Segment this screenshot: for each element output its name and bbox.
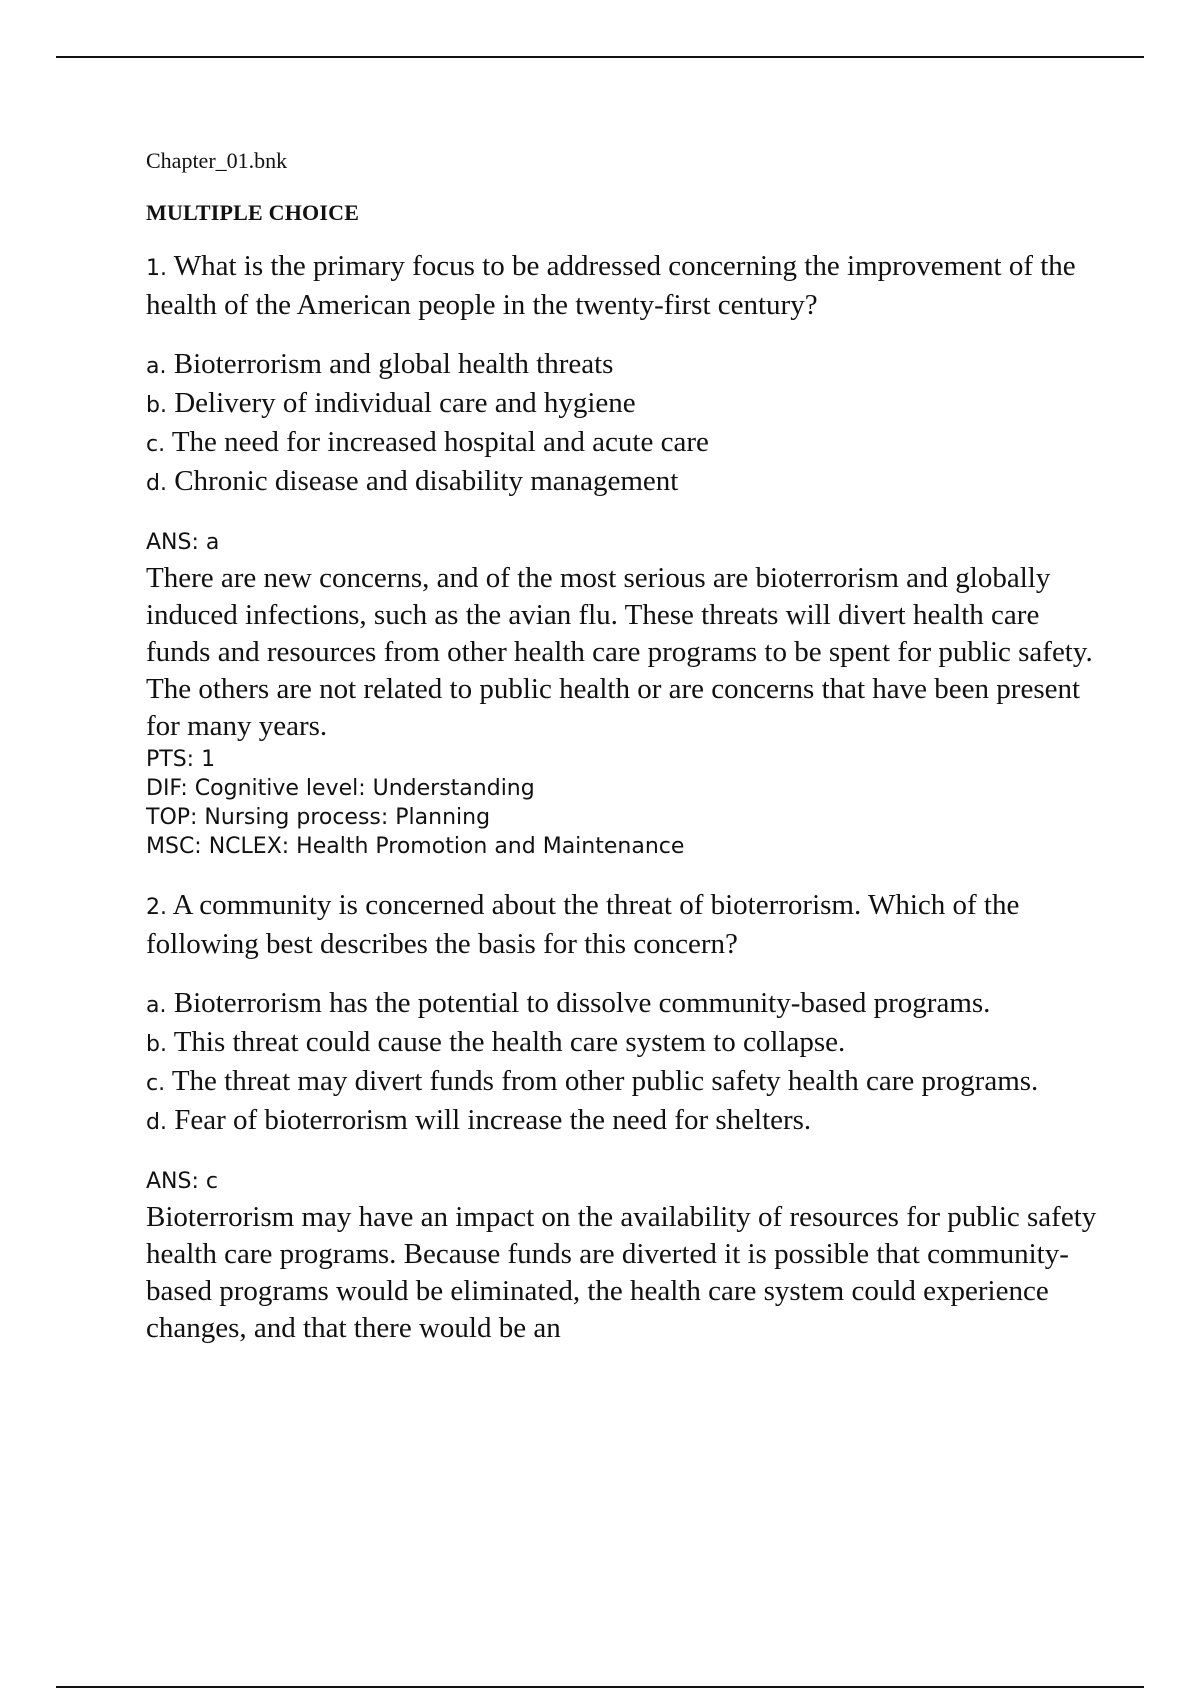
option-a bbox=[146, 346, 1106, 385]
option-text: The threat may divert funds from other public safety health care programs. bbox=[171, 1065, 1039, 1097]
option-c bbox=[146, 1063, 1106, 1102]
option-letter: b. bbox=[146, 1032, 167, 1057]
option-text: Bioterrorism has the potential to dissolve community-based programs. bbox=[173, 987, 991, 1019]
option-text: The need for increased hospital and acute care bbox=[171, 426, 709, 458]
answer-rationale: Bioterrorism may have an impact on the availability of resources for public safety health care programs. Because funds are diverted it is possible that community-based programs would be eliminated, the health care system could experience changes, and that there would be an bbox=[146, 1201, 1097, 1344]
question-1 bbox=[146, 248, 1106, 861]
section-title: MULTIPLE CHOICE bbox=[146, 200, 360, 225]
points: PTS: 1 bbox=[146, 747, 216, 772]
answer-key: ANS: c bbox=[146, 1169, 218, 1194]
option-a bbox=[146, 985, 1106, 1024]
difficulty: DIF: Cognitive level: Understanding bbox=[146, 776, 535, 801]
question-number: 2. bbox=[146, 895, 167, 920]
option-b bbox=[146, 1024, 1106, 1063]
option-letter: a. bbox=[146, 354, 167, 379]
question-2 bbox=[146, 887, 1106, 1347]
topic: TOP: Nursing process: Planning bbox=[146, 805, 491, 830]
option-letter: c. bbox=[146, 1071, 166, 1096]
option-text: Chronic disease and disability management bbox=[174, 465, 679, 497]
option-d bbox=[146, 1102, 1106, 1141]
question-text: What is the primary focus to be addressed concerning the improvement of the health of the American people in the twenty-first century? bbox=[146, 250, 1076, 321]
option-b bbox=[146, 385, 1106, 424]
top-rule bbox=[56, 56, 1144, 58]
option-text: Bioterrorism and global health threats bbox=[173, 348, 614, 380]
option-d bbox=[146, 463, 1106, 502]
option-text: Fear of bioterrorism will increase the need for shelters. bbox=[174, 1104, 812, 1136]
option-letter: a. bbox=[146, 993, 167, 1018]
bottom-rule bbox=[56, 1686, 1144, 1688]
question-stem bbox=[146, 887, 1106, 963]
answer-rationale: There are new concerns, and of the most serious are bioterrorism and globally induced infections, such as the avian flu. These threats will divert health care funds and resources from other health care programs to be spent for public safety. The others are not related to public health or are concerns that have been present for many years. bbox=[146, 562, 1093, 742]
option-letter: c. bbox=[146, 432, 166, 457]
document-body bbox=[146, 146, 1106, 1347]
option-letter: d. bbox=[146, 471, 167, 496]
question-text: A community is concerned about the threat of bioterrorism. Which of the following best describes the basis for this concern? bbox=[146, 889, 1020, 960]
option-letter: d. bbox=[146, 1110, 167, 1135]
document-filename: Chapter_01.bnk bbox=[146, 148, 288, 173]
answer-options bbox=[146, 985, 1106, 1141]
answer-key: ANS: a bbox=[146, 530, 220, 555]
misc-category: MSC: NCLEX: Health Promotion and Maintenance bbox=[146, 834, 685, 859]
answer-options bbox=[146, 346, 1106, 502]
option-text: Delivery of individual care and hygiene bbox=[174, 387, 636, 419]
question-number: 1. bbox=[146, 256, 167, 281]
option-text: This threat could cause the health care system to collapse. bbox=[173, 1026, 846, 1058]
option-c bbox=[146, 424, 1106, 463]
option-letter: b. bbox=[146, 393, 167, 418]
question-stem bbox=[146, 248, 1106, 324]
